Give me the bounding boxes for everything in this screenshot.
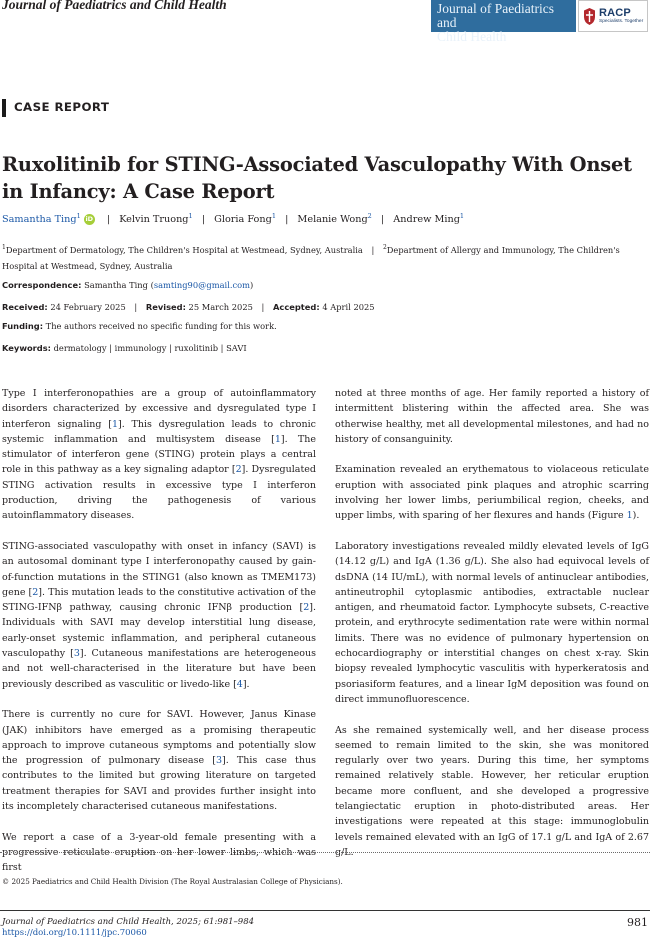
publisher-logo[interactable] <box>578 0 648 32</box>
author-link[interactable]: Samantha Ting <box>2 214 77 226</box>
keywords <box>2 343 247 353</box>
correspondence-label: Correspondence: <box>2 280 82 290</box>
journal-banner[interactable] <box>431 0 576 44</box>
affiliation-separator: | <box>371 244 375 255</box>
publisher-name: RACP <box>599 7 631 19</box>
paragraph: Laboratory investigations revealed mildly elevated levels of IgG (14.12 g/L) and IgA (1.36 g/L). She also had equivocal levels of dsDNA (14 IU/mL), with normal levels of antinuclear antibodies, antineutrophil cytoplasmic antibodies, extractable nuclear antigen, and rheumatoid factor. Lymphocyte subsets, C-reactive protein, and erythrocyte sedimentation rate were within normal limits. There was no evidence of pulmonary hypertension on echocardiography or interstitial changes on chest x-ray. Skin biopsy revealed lymphocytic vasculitis with hyperkeratosis and psoriasiform features, and a linear IgM deposition was found on direct immunofluorescence. <box>335 540 649 705</box>
affiliation-number: 1 <box>2 244 6 251</box>
correspondence-email-link[interactable]: samting90@gmail.com <box>153 280 250 290</box>
paragraph: We report a case of a 3-year-old female presenting with a progressive reticulate eruption on her lower limbs, which was first <box>2 831 316 874</box>
author-separator: | <box>285 214 289 226</box>
author-separator: | <box>201 214 206 226</box>
article-title: Ruxolitinib for STING-Associated Vasculopathy With Onset in Infancy: A Case Report <box>2 153 632 203</box>
received-label: Received: <box>2 302 48 312</box>
section-label: CASE REPORT <box>14 100 110 114</box>
citation-link[interactable]: 1 <box>274 433 281 445</box>
citation-link[interactable]: 3 <box>215 755 222 767</box>
citation-link[interactable]: 2 <box>235 464 242 476</box>
author-separator: | <box>106 214 111 226</box>
racp-crest-icon <box>583 7 596 26</box>
keywords-label: Keywords: <box>2 343 51 353</box>
funding-text: The authors received no specific funding for this work. <box>45 321 277 331</box>
citation-link[interactable]: 3 <box>73 648 80 660</box>
affiliations <box>2 240 647 274</box>
paragraph: Examination revealed an erythematous to violaceous reticulate eruption with associated pink plaques and atrophic scarring involving her lower limbs, periumbilical region, cheeks, and upper limbs, with sparing of her flexures and hands (Figure 1). <box>335 464 649 522</box>
body-column-left <box>2 386 316 891</box>
accepted-label: Accepted: <box>272 302 320 312</box>
funding <box>2 321 277 331</box>
citation-link[interactable]: 2 <box>32 586 39 598</box>
citation-link[interactable]: 4 <box>236 678 243 690</box>
correspondence: Correspondence: Samantha Ting (samting90@gmail.com) <box>2 280 254 290</box>
received-date: 24 February 2025 <box>50 302 126 312</box>
footer-citation: Journal of Paediatrics and Child Health, 2025; 61:981–984 <box>2 917 255 927</box>
correspondence-name: Samantha Ting <box>84 280 148 290</box>
paragraph: As she remained systemically well, and her disease process seemed to remain limited to the skin, she was monitored regularly over two years. During this time, her symptoms remained relatively stable. However, her reticular eruption became more confluent, and she developed a progressive telangiectatic eruption in photo-distributed areas. Her investigations were repeated at this stage: immunoglobulin levels remained elevated with an IgG of 17.1 g/L and IgA of 2.67 g/L. <box>335 724 649 858</box>
author-link[interactable]: Gloria Fong <box>214 214 272 226</box>
affiliation-marker: 1 <box>271 212 276 220</box>
copyright: © 2025 Paediatrics and Child Health Division (The Royal Australasian College of Physicians). <box>2 877 343 886</box>
citation-link[interactable]: 1 <box>111 418 118 430</box>
body-column-right <box>335 386 649 876</box>
banner-title-line-2: Child Health <box>437 29 507 44</box>
affiliation-marker: 1 <box>76 212 81 220</box>
author-link[interactable]: Kelvin Truong <box>119 214 189 226</box>
accepted-date: 4 April 2025 <box>322 302 375 312</box>
footer-divider <box>0 910 650 911</box>
footnote-divider <box>0 852 650 853</box>
figure-link[interactable]: 1 <box>626 510 633 522</box>
page-number: 981 <box>627 916 648 929</box>
author-link[interactable]: Melanie Wong <box>297 214 368 226</box>
author-list <box>2 212 464 225</box>
author-separator: | <box>380 214 385 226</box>
affiliation-marker: 2 <box>367 212 372 220</box>
journal-name: Journal of Paediatrics and Child Health <box>2 0 227 12</box>
paragraph: There is currently no cure for SAVI. However, Janus Kinase (JAK) inhibitors have emerged as a promising therapeutic approach to improve cutaneous symptoms and potentially slow the progression of pulmonary disease [3]. This case thus contributes to the limited but growing literature on targeted treatment therapies for SAVI and provides further insight into its incompletely characterised cutaneous manifestations. <box>2 709 316 813</box>
revised-label: Revised: <box>145 302 186 312</box>
paragraph: noted at three months of age. Her family reported a history of intermittent blistering within the affected area. She was otherwise healthy, met all developmental milestones, and had no history of consanguinity. <box>335 388 649 445</box>
paragraph: Type I interferonopathies are a group of autoinflammatory disorders characterized by excessive and dysregulated type I interferon signaling [1]. This dysregulation leads to chronic systemic inflammation and multisystem disease [1]. The stimulator of interferon gene (STING) protein plays a central role in this pathway as a key signaling adaptor [2]. Dysregulated STING activation results in excessive type I interferon production, driving the pathogenesis of various autoinflammatory diseases. <box>2 388 316 522</box>
orcid-icon[interactable]: iD <box>85 215 94 224</box>
keywords-text: dermatology | immunology | ruxolitinib | SAVI <box>53 343 247 353</box>
funding-label: Funding: <box>2 321 44 331</box>
paragraph: STING-associated vasculopathy with onset in infancy (SAVI) is an autosomal dominant type I interferonopathy caused by gain-of-function mutations in the STING1 (also known as TMEM173) gene [2]. This mutation leads to the constitutive activation of the STING-IFNβ pathway, causing chronic IFNβ production [2]. Individuals with SAVI may develop interstitial lung disease, early-onset systemic inflammation, and peripheral cutaneous vasculopathy [3]. Cutaneous manifestations are heterogeneous and not well-characterised in the literature but have been previously described as vasculitic or livedo-like [4]. <box>2 540 316 690</box>
date-separator: | <box>261 302 265 312</box>
section-marker <box>2 99 6 117</box>
doi-link[interactable]: https://doi.org/10.1111/jpc.70060 <box>2 928 147 938</box>
affiliation-2: Department of Allergy and Immunology, The Children's Hospital at Westmead, Sydney, Australia <box>2 244 620 271</box>
banner-title-line-1: Journal of Paediatrics and <box>437 1 554 30</box>
affiliation-marker: 1 <box>459 212 465 220</box>
article-dates <box>2 302 375 312</box>
publisher-tagline: Specialists. Together <box>599 19 644 24</box>
affiliation-1: Department of Dermatology, The Children's Hospital at Westmead, Sydney, Australia <box>5 244 363 255</box>
date-separator: | <box>134 302 138 312</box>
author-link[interactable]: Andrew Ming <box>393 214 460 226</box>
affiliation-marker: 1 <box>188 212 193 220</box>
affiliation-number: 2 <box>382 244 387 251</box>
citation-link[interactable]: 2 <box>303 602 310 614</box>
revised-date: 25 March 2025 <box>188 302 253 312</box>
